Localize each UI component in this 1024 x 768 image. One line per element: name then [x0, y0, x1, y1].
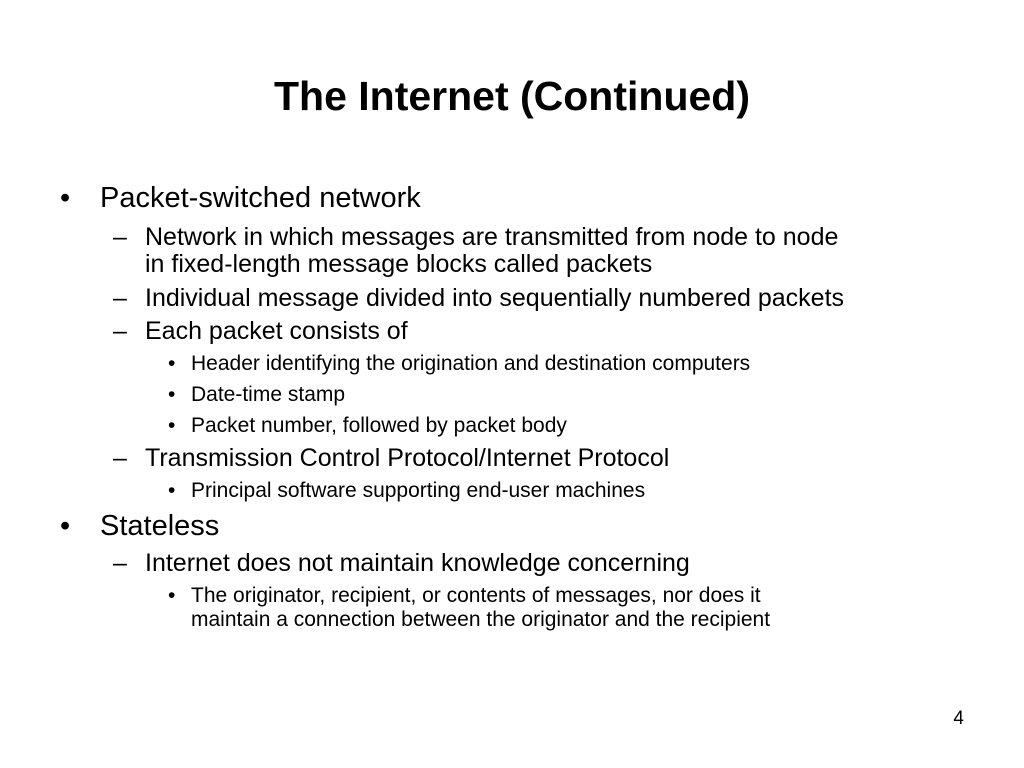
sub-bullet-individual-message: Individual message divided into sequentially numbered packets	[145, 284, 845, 312]
dash-marker: –	[113, 317, 127, 345]
dash-marker: –	[113, 444, 127, 472]
bullet-marker: •	[168, 479, 176, 502]
sub-bullet-each-packet: Each packet consists of	[145, 317, 408, 345]
dash-marker: –	[113, 284, 127, 312]
bullet-packet-switched-network: Packet-switched network	[100, 182, 421, 214]
sub-bullet-internet-knowledge: Internet does not maintain knowledge concerning	[145, 549, 690, 577]
bullet-marker: •	[168, 383, 176, 406]
sub-bullet-network-definition-line-1: Network in which messages are transmitted from node to node	[145, 223, 839, 251]
bullet-stateless: Stateless	[100, 510, 220, 542]
sub-bullet-network-definition-line-2: in fixed-length message blocks called packets	[145, 250, 653, 278]
bullet-marker: •	[168, 414, 176, 437]
sub-sub-bullet-date-time: Date-time stamp	[191, 383, 346, 406]
bullet-marker: •	[60, 510, 71, 542]
sub-sub-bullet-principal-software: Principal software supporting end-user machines	[191, 479, 646, 502]
bullet-marker: •	[168, 584, 176, 607]
sub-sub-bullet-header: Header identifying the origination and destination computers	[191, 352, 751, 375]
sub-bullet-tcp-ip: Transmission Control Protocol/Internet Protocol	[145, 444, 670, 472]
sub-sub-bullet-originator-line-1: The originator, recipient, or contents of messages, nor does it	[191, 584, 761, 607]
bullet-marker: •	[168, 352, 176, 375]
sub-sub-bullet-originator-line-2: maintain a connection between the originator and the recipient	[191, 608, 771, 631]
dash-marker: –	[113, 223, 127, 251]
page-number: 4	[953, 708, 964, 729]
slide-title: The Internet (Continued)	[273, 73, 750, 119]
bullet-marker: •	[60, 182, 71, 214]
sub-sub-bullet-packet-number: Packet number, followed by packet body	[191, 414, 567, 437]
dash-marker: –	[113, 549, 127, 577]
